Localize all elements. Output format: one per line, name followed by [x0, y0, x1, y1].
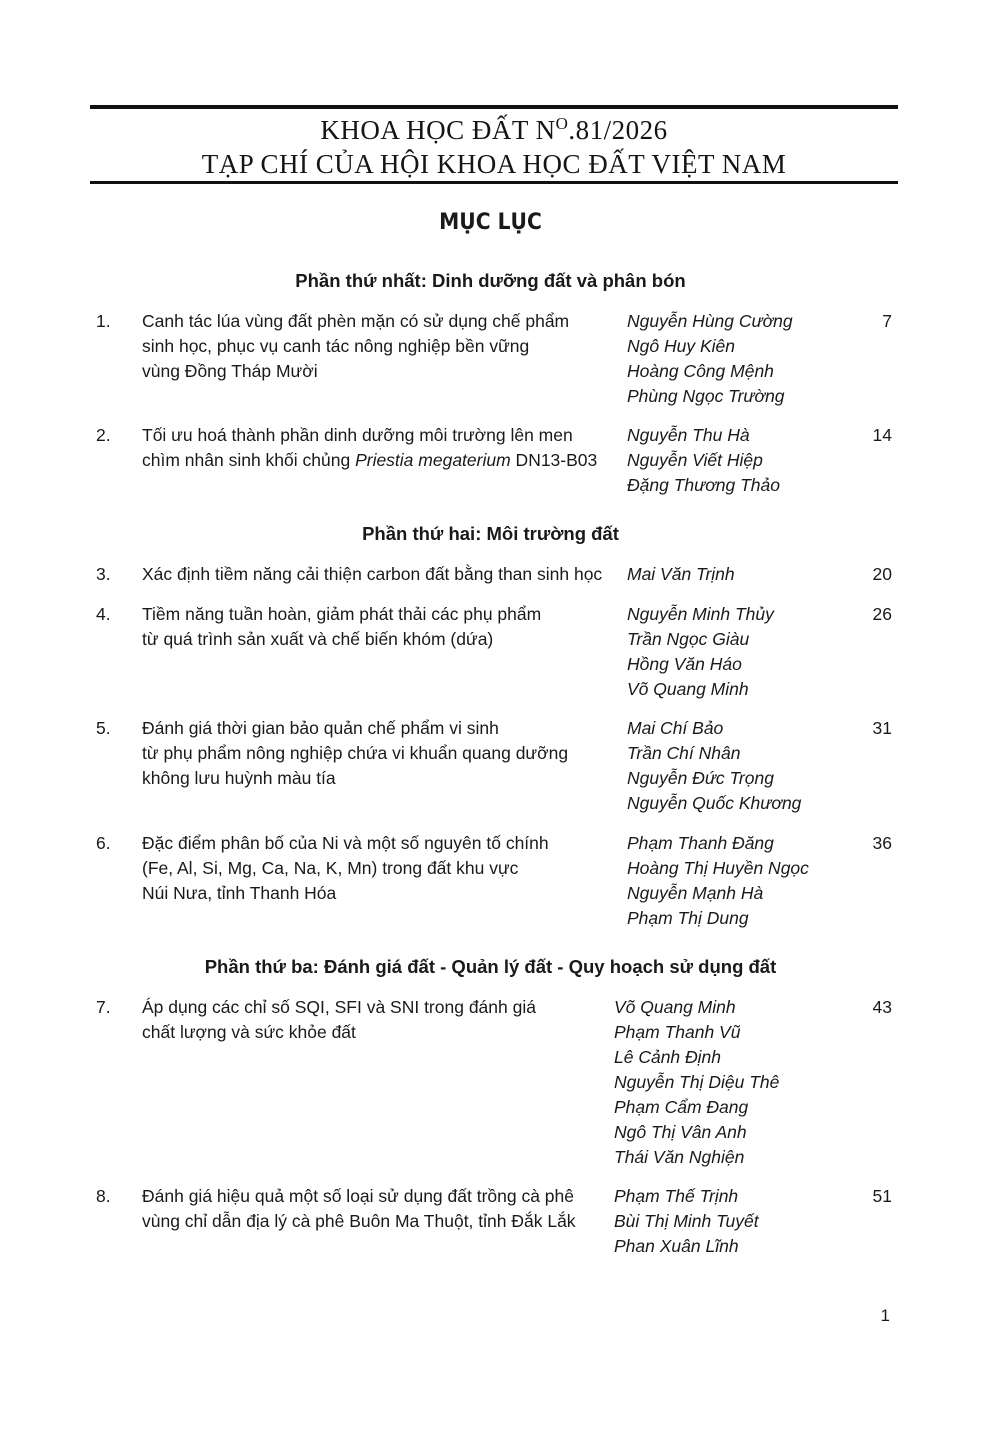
author-name: Đặng Thương Thảo	[627, 475, 781, 495]
author-name: Hoàng Công Mệnh	[627, 361, 774, 381]
author-name: Phạm Thế Trịnh	[614, 1186, 739, 1206]
entry-page-number: 31	[872, 718, 892, 738]
author-name: Ngô Huy Kiên	[627, 336, 735, 356]
author-name: Phạm Thanh Vũ	[614, 1022, 741, 1042]
page-number: 1	[880, 1306, 890, 1325]
entry-title-text: chìm nhân sinh khối chủng	[142, 450, 356, 470]
section-heading-2: Phần thứ hai: Môi trường đất	[362, 523, 619, 544]
author-name: Lê Cảnh Định	[614, 1047, 722, 1067]
entry-title[interactable]	[142, 602, 612, 652]
author-name: Hồng Văn Háo	[627, 654, 742, 674]
entry-title-line: Tối ưu hoá thành phần dinh dưỡng môi trường lên men	[142, 425, 573, 445]
author-name: Phùng Ngọc Trường	[627, 386, 785, 406]
section-heading-3: Phần thứ ba: Đánh giá đất - Quản lý đất - Quy hoạch sử dụng đất	[204, 956, 777, 977]
entry-page-number: 51	[872, 1186, 892, 1206]
entry-title-line: vùng chỉ dẫn địa lý cà phê Buôn Ma Thuột, tỉnh Đắk Lắk	[142, 1211, 576, 1231]
author-name: Mai Chí Bảo	[627, 718, 724, 738]
author-name: Nguyễn Viết Hiệp	[627, 450, 763, 470]
entry-title-text: DN13-B03	[510, 450, 598, 470]
entry-title-line: sinh học, phục vụ canh tác nông nghiệp bền vững	[142, 336, 530, 356]
entry-number: 2.	[96, 425, 111, 445]
author-name: Bùi Thị Minh Tuyết	[614, 1211, 759, 1231]
section-heading-1: Phần thứ nhất: Dinh dưỡng đất và phân bón	[295, 270, 686, 291]
entry-title[interactable]	[142, 423, 612, 473]
author-name: Phạm Thanh Đăng	[627, 833, 774, 853]
species-name: Priestia megaterium	[355, 450, 511, 470]
author-name: Thái Văn Nghiện	[614, 1147, 745, 1167]
entry-number: 4.	[96, 604, 111, 624]
entry-title-line: không lưu huỳnh màu tía	[142, 768, 336, 788]
author-name: Mai Văn Trịnh	[627, 564, 735, 584]
entry-number: 6.	[96, 833, 111, 853]
entry-number: 8.	[96, 1186, 111, 1206]
author-name: Nguyễn Đức Trọng	[627, 768, 774, 788]
entry-title[interactable]	[142, 562, 612, 587]
entry-title[interactable]	[142, 1184, 612, 1234]
entry-page-number: 20	[872, 564, 892, 584]
author-name: Phan Xuân Lĩnh	[614, 1236, 739, 1256]
entry-page-number: 26	[872, 604, 892, 624]
entry-title[interactable]	[142, 716, 612, 791]
entry-title-line: Áp dụng các chỉ số SQI, SFI và SNI trong đánh giá	[142, 997, 536, 1017]
entry-title-line: từ quá trình sản xuất và chế biến khóm (dứa)	[142, 629, 494, 649]
entry-page-number: 14	[872, 425, 892, 445]
author-name: Phạm Thị Dung	[627, 908, 749, 928]
entry-page-number: 43	[872, 997, 892, 1017]
author-name: Nguyễn Mạnh Hà	[627, 883, 764, 903]
entry-number: 1.	[96, 311, 111, 331]
entry-title-line: (Fe, Al, Si, Mg, Ca, Na, K, Mn) trong đất khu vực	[142, 858, 519, 878]
author-name: Võ Quang Minh	[627, 679, 749, 699]
author-name: Trần Ngọc Giàu	[627, 629, 750, 649]
entry-number: 7.	[96, 997, 111, 1017]
author-name: Nguyễn Thu Hà	[627, 425, 750, 445]
author-name: Ngô Thị Vân Anh	[614, 1122, 747, 1142]
author-name: Võ Quang Minh	[614, 997, 736, 1017]
entry-title-line: Đặc điểm phân bố của Ni và một số nguyên tố chính	[142, 833, 549, 853]
author-name: Trần Chí Nhân	[627, 743, 741, 763]
entry-title-line: Núi Nưa, tỉnh Thanh Hóa	[142, 883, 337, 903]
entry-title-line: Canh tác lúa vùng đất phèn mặn có sử dụng chế phẩm	[142, 311, 570, 331]
entry-title-line	[142, 448, 612, 473]
entry-title-line: Đánh giá hiệu quả một số loại sử dụng đất trồng cà phê	[142, 1186, 575, 1206]
author-name: Nguyễn Quốc Khương	[627, 793, 802, 813]
entry-title-line: Tiềm năng tuần hoàn, giảm phát thải các phụ phẩm	[142, 604, 542, 624]
entry-title[interactable]	[142, 831, 612, 906]
journal-name: TẠP CHÍ CỦA HỘI KHOA HỌC ĐẤT VIỆT NAM	[201, 149, 787, 179]
entry-page-number: 36	[872, 833, 892, 853]
author-name: Nguyễn Hùng Cường	[627, 311, 793, 331]
entry-title[interactable]	[142, 309, 612, 384]
entry-title[interactable]	[142, 995, 612, 1045]
entry-number: 3.	[96, 564, 111, 584]
masthead-bottom-rule	[90, 181, 898, 184]
entry-page-number: 7	[882, 311, 892, 331]
entry-title-line: Xác định tiềm năng cải thiện carbon đất bằng than sinh học	[142, 564, 603, 584]
entry-number: 5.	[96, 718, 111, 738]
entry-title-line: Đánh giá thời gian bảo quản chế phẩm vi sinh	[142, 718, 499, 738]
entry-title-line: chất lượng và sức khỏe đất	[142, 1022, 356, 1042]
table-of-contents-title: MỤC LỤC	[439, 210, 542, 235]
author-name: Hoàng Thị Huyền Ngọc	[627, 858, 809, 878]
author-name: Nguyễn Thị Diệu Thê	[614, 1072, 780, 1092]
entry-title-line: từ phụ phẩm nông nghiệp chứa vi khuẩn quang dưỡng	[142, 743, 569, 763]
journal-issue-title: KHOA HỌC ĐẤT $N^O.81/2026$	[320, 114, 668, 145]
masthead-top-rule	[90, 105, 898, 109]
author-name: Nguyễn Minh Thủy	[627, 604, 774, 624]
entry-title-line: vùng Đồng Tháp Mười	[142, 361, 318, 381]
author-name: Phạm Cẩm Đang	[614, 1097, 749, 1117]
entry-authors	[614, 995, 894, 1170]
